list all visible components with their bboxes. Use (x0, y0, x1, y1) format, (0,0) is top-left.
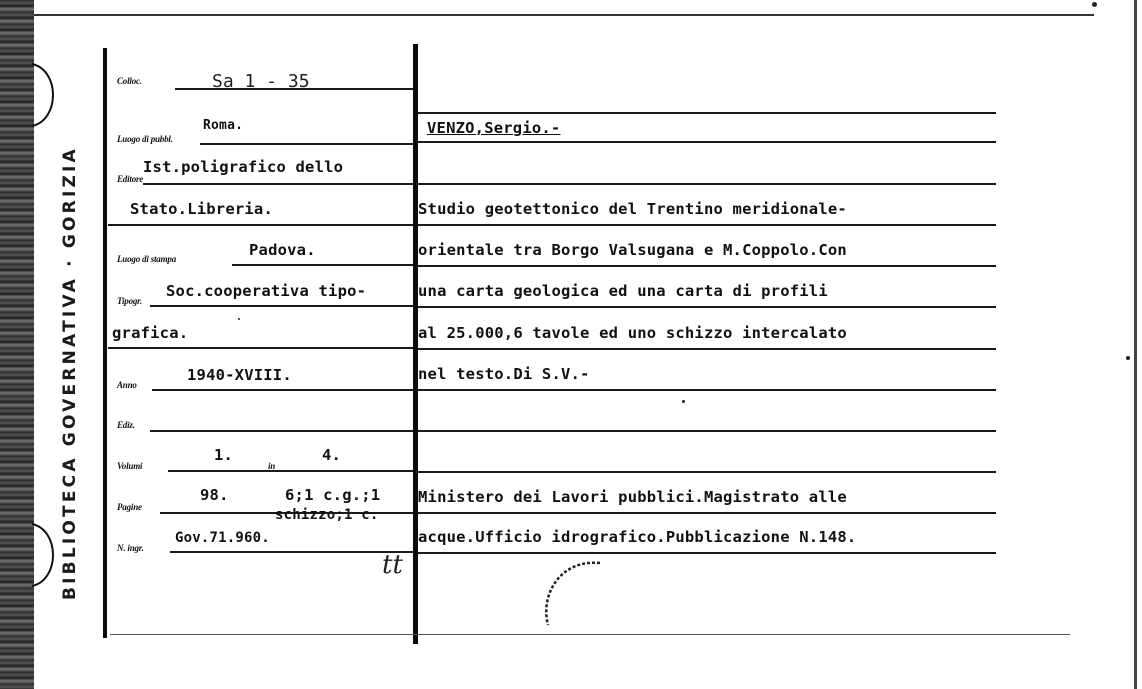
rule-right-8 (418, 430, 996, 432)
library-stamp: BIBLIOTECA GOVERNATIVA · GORIZIA (60, 146, 80, 600)
label-pagine: Pagine (117, 502, 142, 512)
binder-hole-top (30, 60, 60, 130)
rule-right-5 (418, 306, 996, 308)
speck (238, 318, 240, 320)
rule-anno (152, 389, 413, 391)
author-heading: VENZO,Sergio.- (427, 119, 561, 137)
speck (682, 400, 685, 403)
rule-right-11 (418, 552, 996, 554)
rule-right-6 (418, 348, 996, 350)
rule-editore (143, 183, 413, 185)
series-line-1: Ministero dei Lavori pubblici.Magistrato alle (418, 488, 847, 506)
rule-right-2 (418, 183, 996, 185)
right-border-line (1134, 0, 1137, 689)
rule-tipogr-2 (108, 347, 413, 349)
title-line-4: al 25.000,6 tavole ed uno schizzo intercalato (418, 324, 847, 342)
rule-right-1 (418, 141, 996, 143)
rule-right-3 (418, 224, 996, 226)
label-editore: Editore (117, 174, 144, 184)
rule-right-0 (418, 112, 996, 114)
rule-editore-2 (108, 224, 413, 226)
scan-edge (0, 0, 34, 689)
top-border-line (34, 14, 1094, 16)
title-line-1: Studio geotettonico del Trentino meridionale- (418, 200, 847, 218)
rule-n-ingr (170, 551, 413, 553)
initials-mark: tt (382, 550, 403, 580)
value-tipogr-2: grafica. (112, 324, 189, 342)
value-tipogr-1: Soc.cooperativa tipo- (166, 282, 367, 300)
value-luogo-stampa: Padova. (249, 241, 316, 259)
value-in: 4. (322, 446, 342, 464)
value-collocazione: Sa 1 - 35 (212, 71, 310, 92)
rule-volumi (168, 470, 413, 472)
label-volumi: Volumi (117, 461, 143, 471)
speck (1092, 2, 1097, 7)
series-line-2: acque.Ufficio idrografico.Pubblicazione N.148. (418, 528, 857, 546)
value-pagine-extra-1: 6;1 c.g.;1 (285, 486, 381, 504)
title-line-3: una carta geologica ed una carta di profili (418, 282, 828, 300)
title-line-5: nel testo.Di S.V.- (418, 365, 590, 383)
value-pagine: 98. (200, 486, 229, 504)
title-line-2: orientale tra Borgo Valsugana e M.Coppolo.Con (418, 241, 847, 259)
label-n-ingr: N. ingr. (117, 543, 144, 553)
rule-right-10 (418, 512, 996, 514)
rule-luogo-pubbl (200, 143, 413, 145)
label-in: in (268, 461, 276, 471)
label-luogo-stampa: Luogo di stampa (117, 254, 177, 264)
value-volumi: 1. (214, 446, 234, 464)
bottom-card-line (110, 634, 1070, 635)
left-margin-rule (103, 48, 107, 638)
rule-right-9 (418, 471, 996, 473)
value-editore-1: Ist.poligrafico dello (143, 158, 344, 176)
bottom-hole-mark (530, 555, 620, 635)
binder-hole-bottom (30, 520, 60, 590)
speck (1126, 356, 1130, 360)
value-editore-2: Stato.Libreria. (130, 200, 273, 218)
rule-tipogr (150, 305, 413, 307)
label-collocazione: Colloc. (117, 76, 142, 86)
rule-right-7 (418, 389, 996, 391)
center-divider-rule (413, 44, 418, 644)
value-luogo-pubbl: Roma. (203, 118, 244, 133)
label-luogo-pubbl: Luogo di pubbl. (117, 134, 173, 144)
label-ediz: Ediz. (117, 420, 135, 430)
rule-ediz (150, 430, 413, 432)
label-anno: Anno (117, 380, 137, 390)
value-pagine-extra-2: schizzo;1 c. (275, 507, 379, 523)
value-anno: 1940-XVIII. (187, 366, 292, 384)
label-tipogr: Tipogr. (117, 296, 143, 306)
rule-right-4 (418, 265, 996, 267)
value-n-ingr: Gov.71.960. (175, 530, 270, 546)
rule-luogo-stampa (232, 264, 413, 266)
